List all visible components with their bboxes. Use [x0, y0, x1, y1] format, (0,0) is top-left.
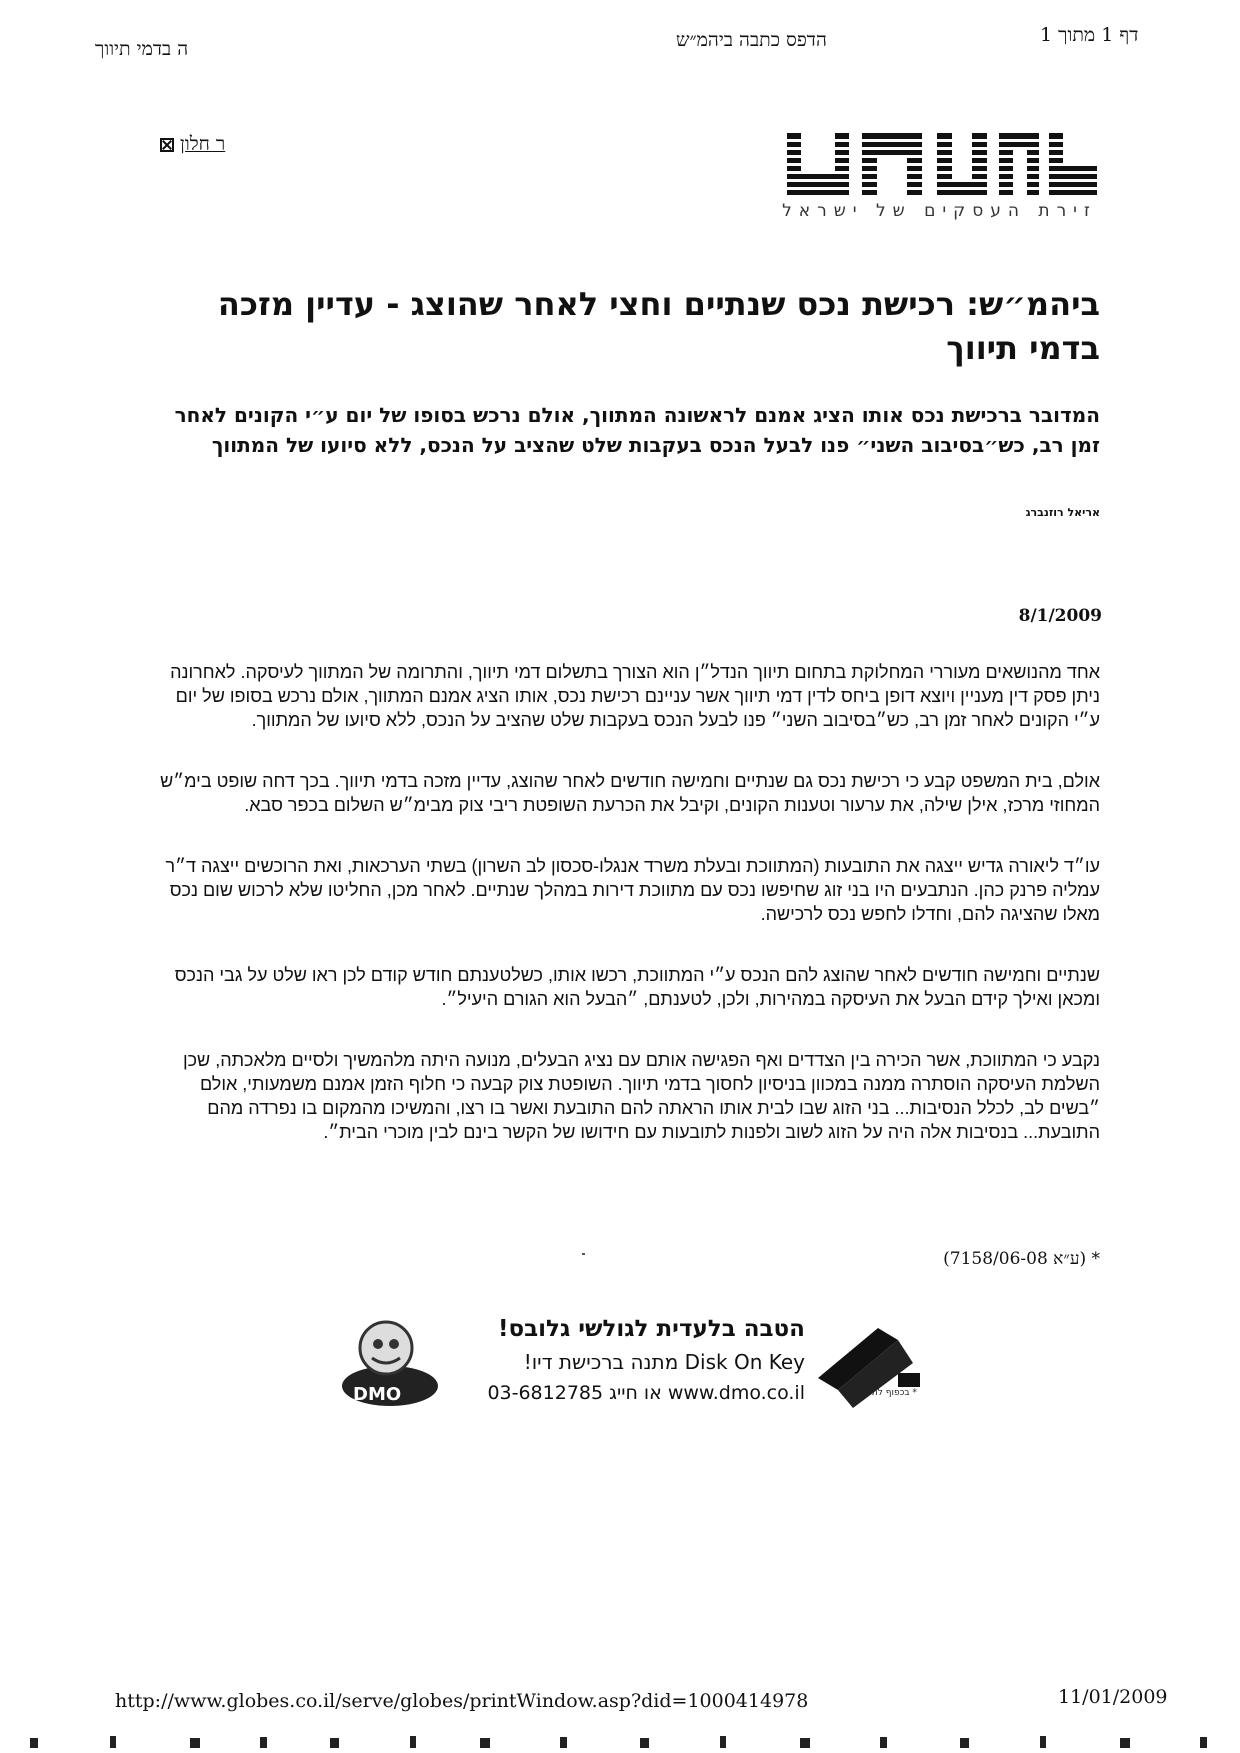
close-icon[interactable]	[160, 138, 174, 152]
article-paragraph: עו״ד ליאורה גדיש ייצגה את התובעות (המתווכת ובעלת משרד אנגלו-סכסון לב השרון) בשתי הערכאות, ואת הרוכשים ייצגה ד״ר עמליה פרנק כהן. הנתבעים היו בני זוג שחיפשו נכס עם מתווכת דירות במהלך שנתיים. לאחר מכן, החליטו שלא לרכוש שום נכס מאלו שהציגה להם, וחדלו לחפש נכס לרכישה.	[165, 856, 1100, 924]
article-headline: ביהמ״ש: רכישת נכס שנתיים וחצי לאחר שהוצג - עדיין מזכה בדמי תיווך	[217, 285, 1100, 367]
article-author: אריאל רוזנברג	[1025, 506, 1100, 519]
ad-offer[interactable]: Disk On Key מתנה ברכישת דיו!	[523, 1350, 805, 1374]
print-title: הדפס כתבה ביהמ״ש	[676, 29, 827, 51]
scan-noise-strip	[0, 1732, 1240, 1753]
scan-speck	[582, 1253, 585, 1255]
article-subheadline: המדובר ברכישת נכס אותו הציג אמנם לראשונה המתווך, אולם נרכש בסופו של יום ע״י הקונים לאחר זמן רב, כש״בסיבוב השני״ פנו לבעל הנכס בעקבות שלט שהציב על הנכס, ללא סיועו של המתווך	[174, 403, 1100, 457]
ad-contact[interactable]: www.dmo.co.il או חייג 03-6812785	[487, 1382, 805, 1404]
close-window-label[interactable]: ר חלון	[180, 133, 226, 155]
article-paragraph: אולם, בית המשפט קבע כי רכישת נכס גם שנתיים וחמישה חודשים לאחר שהוצג, עדיין מזכה בדמי תיווך. בכך דחה שופט בימ״ש המחוזי מרכז, אילן שילה, את ערעור וטענות הקונים, וקיבל את הכרעת השופטת ריבי צוק מבימ״ש השלום בכפר סבא.	[160, 771, 1100, 815]
case-reference: (ע״א 7158/06-08) *	[943, 1249, 1100, 1269]
page-title-fragment: ה בדמי תיווך	[95, 38, 189, 60]
dmo-brand: DMO	[353, 1384, 402, 1405]
ad-headline[interactable]: הטבה בלעדית לגולשי גלובס!	[498, 1316, 805, 1342]
article-paragraph: שנתיים וחמישה חודשים לאחר שהוצג להם הנכס ע״י המתווכת, רכשו אותו, כשלטענתם חודש קודם לכן ראו שלט על גבי הנכס ומכאן ואילך קידם הבעל את העיסקה במהירות, ולכן, לטענתם, ״הבעל הוא הגורם היעיל״.	[174, 965, 1100, 1009]
close-window-button[interactable]	[160, 133, 225, 156]
logo-tagline: זירת העסקים של ישראל	[782, 201, 1097, 221]
article-paragraph: אחד מהנושאים מעוררי המחלוקת בתחום תיווך הנדל״ן הוא הצורך בתשלום דמי תיווך, והתרומה של המתווך לעיסקה. לאחרונה ניתן פסק דין מעניין ויוצא דופן ביחס לדין דמי תיווך אשר עניינם רכישת נכס, אותו הציג אמנם המתווך, אולם נרכש בסופו של יום ע״י הקונים לאחר זמן רב, כש״בסיבוב השני״ פנו לבעל הנכס בעקבות שלט שהציב על הנכס, ללא סיועו של המתווך.	[170, 662, 1100, 730]
footer-url: http://www.globes.co.il/serve/globes/printWindow.asp?did=1000414978	[115, 1690, 809, 1712]
article-paragraph: נקבע כי המתווכת, אשר הכירה בין הצדדים ואף הפגישה אותם עם נציג הבעלים, מנועה היתה מלהמשיך ולסיים מלאכתה, שכן השלמת העיסקה הוסתרה ממנה במכוון בניסיון לחסוך בדמי תיווך. השופטת צוק קבעה כי חלוף הזמן אמנם משמעותי, אולם ״בשים לב, לכלל הנסיבות... בני הזוג שבו לבית אותו הראתה להם התובעת ואשר בו רצו, והמשיכו מהמקום בו נפרדה מהם התובעת... בנסיבות אלה היה על הזוג לשוב ולפנות לתובעות עם חידושו של הקשר בינם לבין מוכרי הבית״.	[182, 1050, 1100, 1142]
footer-date: 11/01/2009	[1058, 1686, 1168, 1708]
article-date: 8/1/2009	[1018, 606, 1102, 626]
ad-terms: * בכפוף לתקנון	[857, 1388, 917, 1398]
article-body	[145, 660, 1100, 1181]
page-indicator: דף 1 מתוך 1	[1040, 24, 1139, 46]
